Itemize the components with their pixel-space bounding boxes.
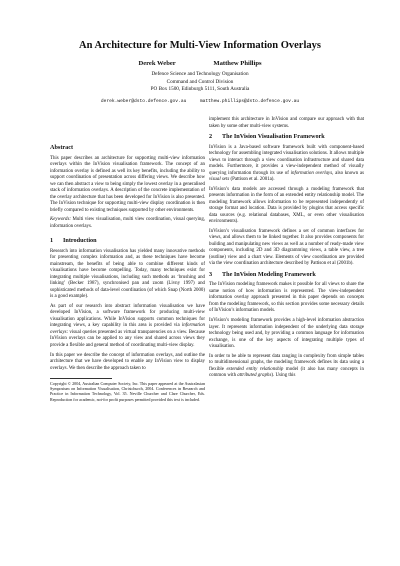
abstract-heading: Abstract [50,144,74,151]
paragraph: InVision’s modeling framework provides a high-level information abstraction layer. It represents information independent of the underlying data storage technology being used and, by providing a common language for information exchange, is one of the key aspects of integrating multiple types of visualisation. [209,318,364,350]
keywords-text: Multi view visualisation, multi view coordination, visual querying, information overlays. [50,217,205,229]
section-heading-modeling-framework [209,272,364,279]
author-email: derek.weber@dsto.defence.gov.au [100,99,187,104]
author-email: matthew.phillips@dsto.defence.gov.au [199,99,300,104]
paragraph: In this paper we describe the concept of information overlays, and outline the architecture that we have developed to enable any InVision view to display overlays. We then describe the approach taken to [50,352,205,371]
author-list [0,60,400,67]
copyright-footnote: Copyright © 2004, Australian Computer Society, Inc. This paper appeared at the Australasian Symposium on Information Visualisation, Christchurch, 2004. Conferences in Research and Practice in Information Technology, Vol. 35. Neville Churcher and Clare Churcher, Eds. Reproduction for academic, not-for profit purposes permitted provided this text is included. [50,381,205,402]
paragraph: The InVision modeling framework makes it possible for all views to share the same notion of how information is represented. The view-independent information overlay approach presented in this paper depends on concepts from the modeling framework, so this section provides some necessary details of InVision’s information models. [209,282,364,314]
section-number: 2 [209,133,213,140]
text-span: (Pattison et al. 2001a). [229,177,275,182]
text-span: , also known as [332,170,365,176]
text-span: As part of our research into abstract information visualisation we have developed InVision, a software framework for producing multi-view visualisation applications. While InVision supports common techniques for integrating views, a key capability in this area is provided via [50,303,205,329]
author-name: Derek Weber [138,60,176,67]
section-number: 1 [50,237,54,245]
text-span: ). Using this [271,373,296,379]
footnote-rule [50,378,112,379]
emphasis: information overlays [290,170,333,176]
section-title: The InVision Visualisation Framework [222,133,325,140]
keywords [50,217,205,230]
section-heading-invision-framework [209,134,364,141]
emphasis: extended entity relationship [226,366,284,372]
author-emails [0,99,400,104]
paragraph [50,304,205,350]
section-title: The InVision Modeling Framework [222,270,316,278]
paper-title: An Architecture for Multi-View Information Overlays [79,40,321,51]
text-span: In order to be able to represent data ranging in complexity from simple tables to multidimensional graphs, the modeling framework defines its data using a flexible [209,353,364,372]
emphasis: attributed graphs [237,373,272,379]
text-span: : visual queries presented as virtual transparencies on a view. Because InVision overlays can be applied to any view and shared across views they provide a flexible and general method of coordinating multi-view display. [50,329,205,348]
paragraph [209,354,364,380]
section-heading-introduction [50,238,205,245]
emphasis: information overlays [50,323,205,335]
affiliation-line: Command and Control Division [166,78,234,85]
text-span: InVision is a Java-based software framework built with component-based technology for assembling integrated visualisation solutions. It allows multiple views to interact through a view coordination infrastructure and shared data models. Furthermore, it provides a view-independent method of visually querying information through its use of [209,144,364,176]
author-name: Matthew Phillips [213,60,262,67]
left-column [50,117,205,402]
paragraph [209,145,364,184]
emphasis: visual sets [209,177,230,182]
section-title: Introduction [63,237,97,245]
right-column [209,117,364,383]
paragraph: InVision’s data models are accessed through a modeling framework that presents information in the form of an extended entity relationship model. The modeling framework allows information to be represented independently of storage format and location. Data is provided by plugins that access specific data sources (e.g. relational databases, XML, or even other visualisation environments). [209,186,364,225]
keywords-label: Keywords: [50,217,72,223]
paragraph: implement this architecture in InVision and compare our approach with that taken by some other multi-view systems. [209,117,364,129]
paragraph: InVision’s visualisation framework defines a set of common interfaces for views, and allows them to be linked together. It also provides components for building and manipulating new views as well as a number of ready-made view components, including 2D and 3D diagramming views, a table view, a tree (outline) view and a chart view. Elements of view coordination are provided via the view coordination architecture described by Pattison et al (2001b). [209,228,364,267]
text-span: model (it also has many concepts in common with [209,366,364,379]
section-number: 3 [209,270,213,278]
paragraph: Research into information visualisation has yielded many innovative methods for presenting complex information and, as these techniques have become mainstream, the benefits of being able to combine different kinds of visualisations have become compelling. Today, many techniques exist for integrating multiple visualisations, including such methods as ‘brushing and linking’ (Becker 1987), synchronised pan and zoom (Livny 1997) and sophisticated methods of data-level coordination (of which Snap (North 2000) is a good example). [50,248,205,300]
abstract-body: This paper describes an architecture for supporting multi-view information overlays within the InVision visualisation framework. The concept of an information overlay is defined as well its key benefits, including the ability to support coordination of presentation across differing views. We describe how we can then abstract a view to being simply the lowest overlay in a generalised stack of information overlays. A description of the concrete implementation of the overlay architecture that has been developed for InVision is also presented. The InVision technique for supporting multi-view display coordination is then briefly compared to existing techniques supported by other environments. [50,155,205,213]
affiliation-line: Defence Science and Technology Organisation [151,71,249,77]
affiliation-line: PO Box 1500, Edinburgh 5111, South Australia [150,86,250,92]
